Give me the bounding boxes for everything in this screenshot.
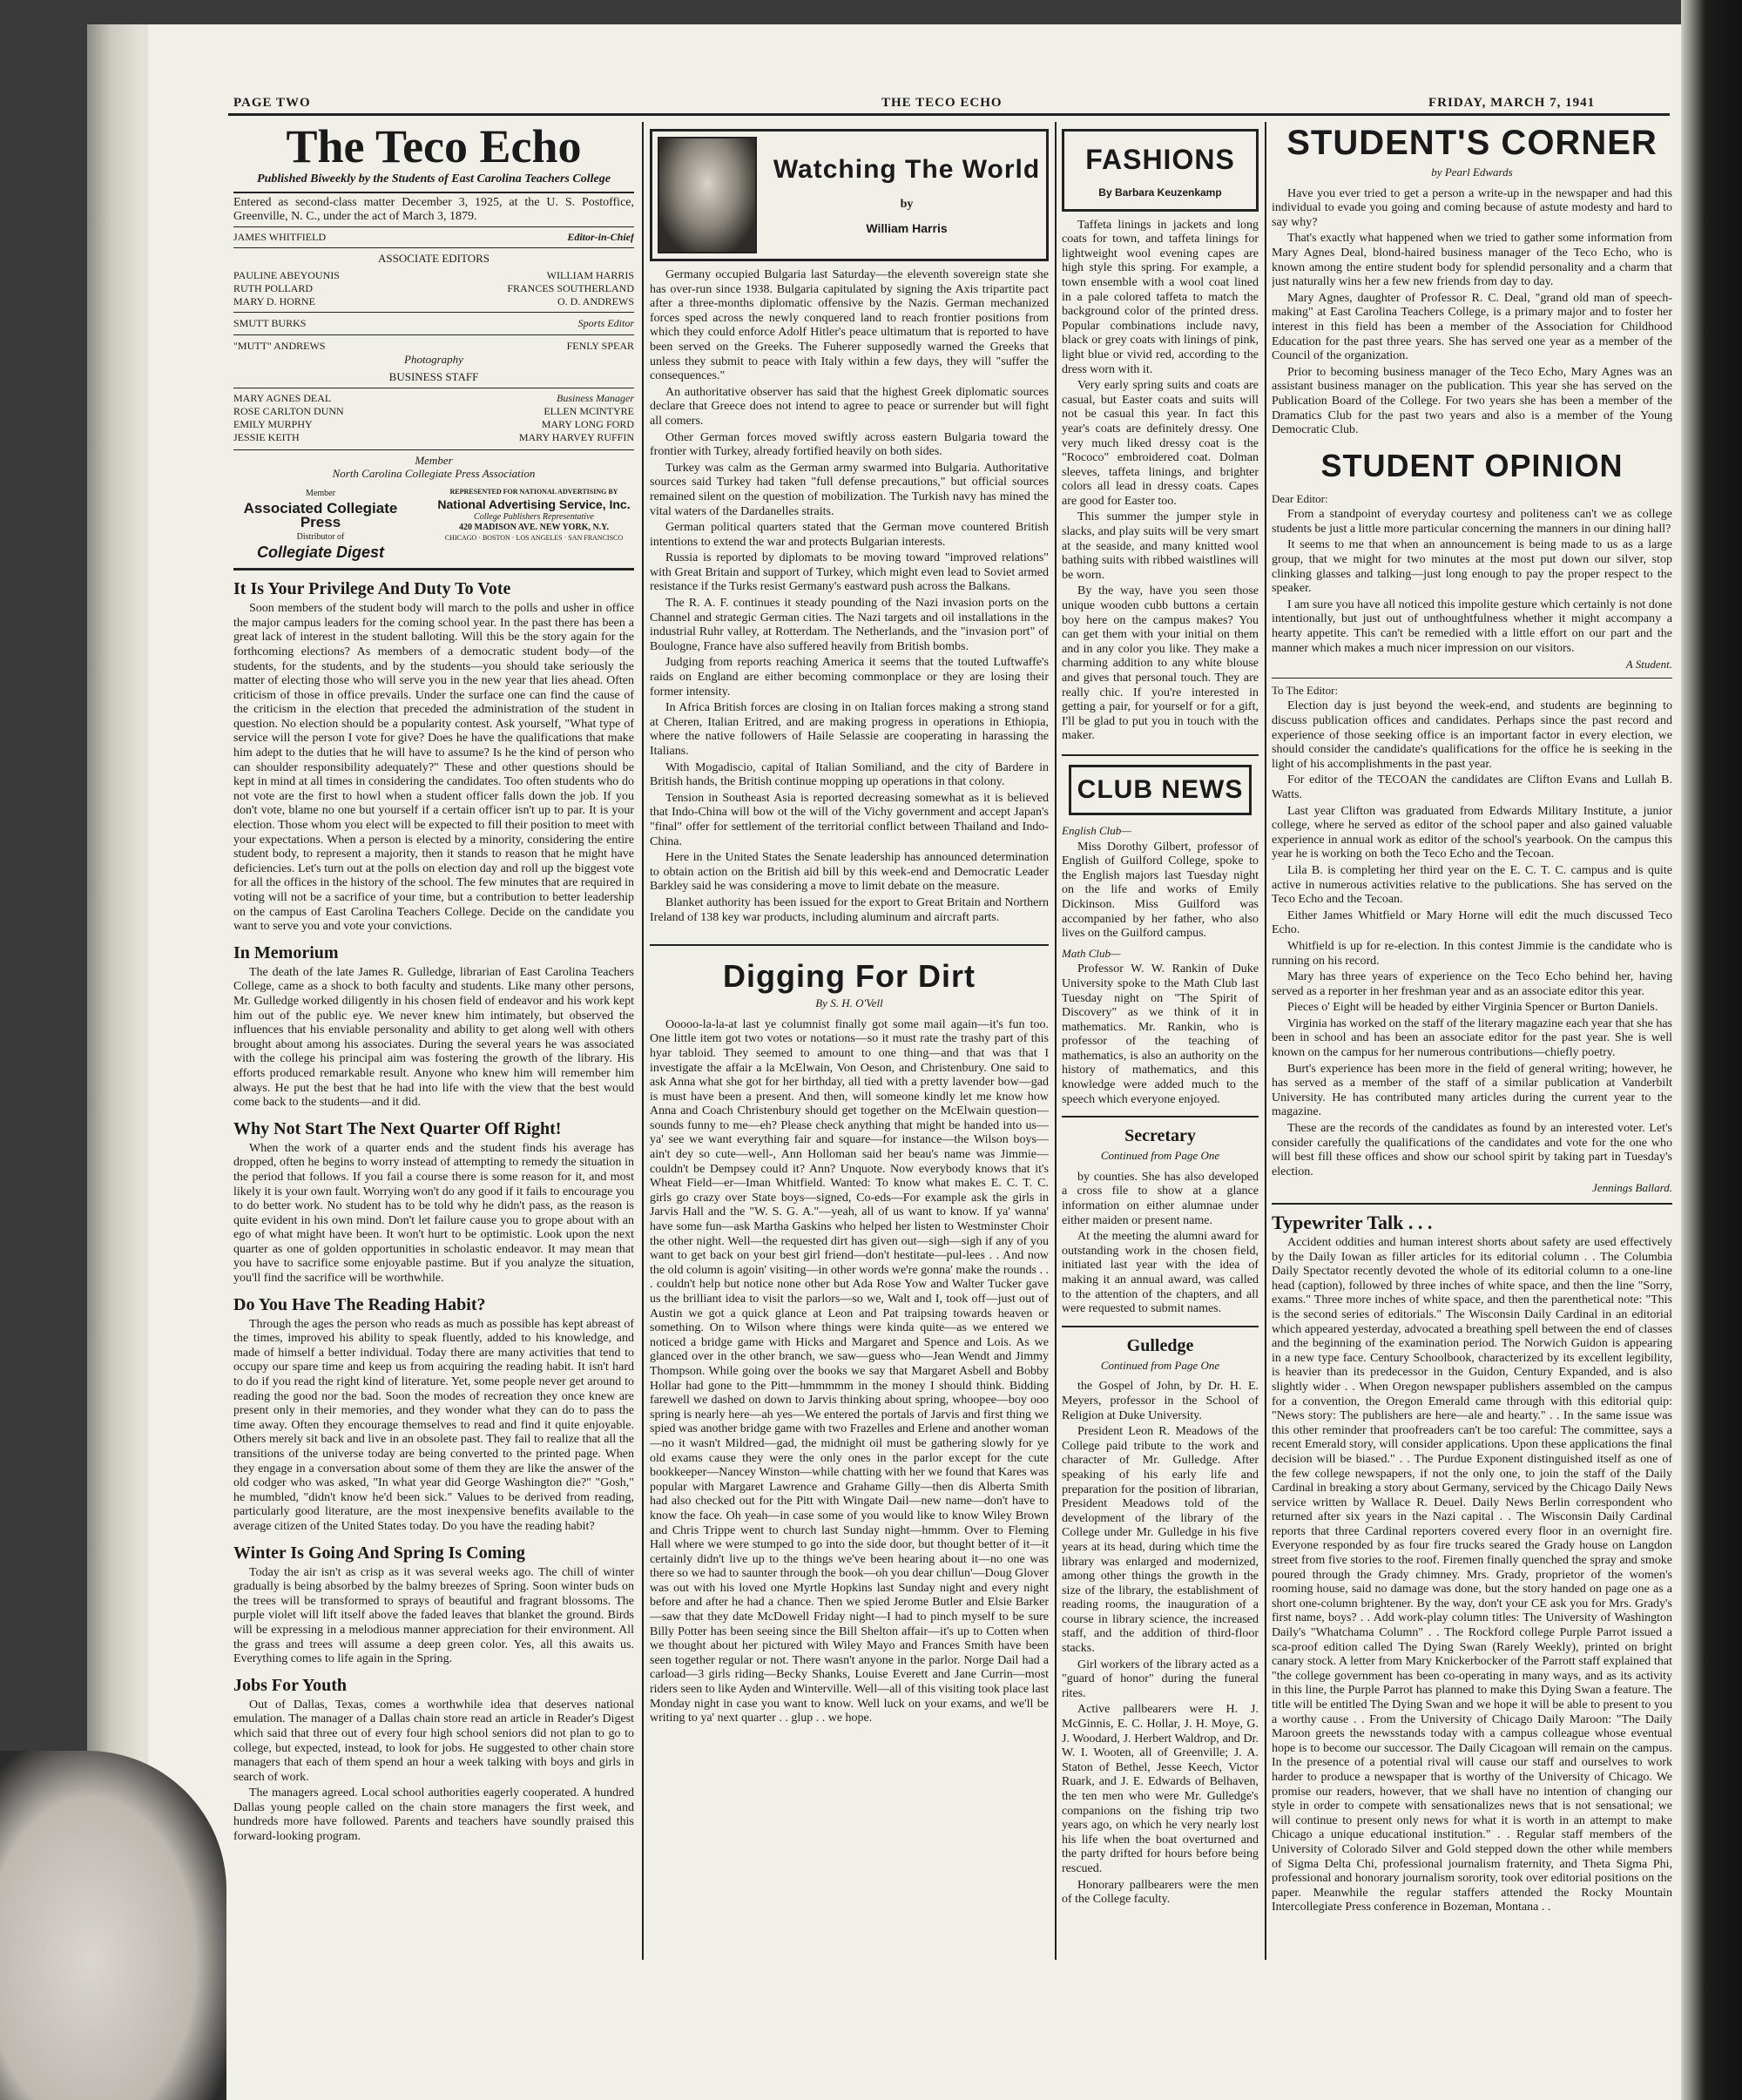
editorial-body-vote: Soon members of the student body will march to the polls and usher in office the major campus leaders for the coming school year. In the past there has been a great lack of interest in the student balloting. Will this be the story again for the forthcoming elections? As members of a democratic student body—of the students, for the students, and by the students—you should take seriously the matter of electing those who will serve you in the new year that lies ahead. Often criticism of those in office prevails. Under the surface one can find the cause of the criticism in the election that preceded the administration of the student in question. No election should be a popularity contest. Ask yourself, "What type of service will the person I vote for give? Does he have the qualifications that make him adept to the duties that he will have to assume? Is he the kind of person who can shoulder responsibility adequately?" These and other questions should be kept in mind at all times in considering the candidates. Too often students who do not vote are the first to howl when a student officer falls down the job. If you don't vote, blame no one but yourself if a certain officer isn't up to par. It is your election. Those whom you elect will be expected to fill their position to meet with your expectations. When a person is elected by a minority, considering the entire student body, to represent a majority, then it stands to reason that he might have deficiencies. Let's turn out at the polls on election day and roll up the biggest vote for all the offices in the history of the school. The few minutes that are required in voting will not be a sacrifice of your time, but a contribution to better leadership on the campus of East Carolina Teachers College. Decide on the candidate you want to serve you and vote your convictions. <box>233 602 634 934</box>
editor-name: JAMES WHITFIELD <box>233 231 327 243</box>
world-paragraph: Blanket authority has been issued for the export to Great Britain and Northern Ireland of 138 key war products, including aluminum and aircraft parts. <box>650 895 1049 924</box>
running-paper-name: THE TECO ECHO <box>881 96 1003 110</box>
collegiate-digest-logo: Collegiate Digest <box>256 543 385 561</box>
students-corner-column <box>1272 122 1672 1960</box>
typewriter-talk-body: Accident oddities and human interest shorts about safety are used effectively by the Daily Iowan as filler articles for its editorial column . . The Columbia Daily Spectator recently devoted the whole of its editorial column to a one-line head (caption), followed by three inches of white space, and then the line "Sorry, exams." Three more inches of white space, and then the parenthetical note: "This is the second series of editorials." The Wisconsin Daily Cardinal in an editorial which appeared yesterday, advocated a breathing spell between the end of classes and the beginning of the examination period. The Norwich Guidon is appearing in a new type face. Century Schoolbook, characterized by its excellent legibility, is heavier than its predecessor in the Guidon, Century Expanded, and is also slightly wider . . When Oregon newspaper publishers assembled on the campus for a convention, the Oregon Emerald came through with this editorial quip: "News story: The publishers are here—ale and hearty." . . In the same issue was this other reminder that proofreaders can't be too careful: The committee, says a recent Emerald story, will consider applications. Upon these applications the final decision will be biased." . . The Purdue Exponent distinguished itself as one of the few college newspapers, if not the only one, to join the staff of the Daily Cardinal in breaking a story about Germany, serviced by the Chicago Daily News service written by Wallace R. Deuel. Daily News Berlin correspondent who returned after six years in the Nazi capital . . The Wisconsin Daily Cardinal reports that three Cardinal reporters covered every floor in an overnight fire. Everyone responded by as four fire trucks seared the Grady house on Langdon street from five stories to the roof. Firemen finally quenched the spray and smoke poured through the Grady chimney. Mrs. Grady, proprietor of the women's rooming house, said no damage was done, but the story handed on page one as a short one-column brightener. By the way, don't your CE ask you for Mrs. Grady's first name, boys? . . Add work-play column titles: The University of Washington Daily's "Whatchama Column" . . The Rockford college Purple Parrot issued a sca-proof edition called The Dying Swan (Rarely Weekly), printed on bright canary stock. A letter from Mary Knickerbocker of the Parrott staff explained that "the college government has been co-operating in many ways, and as its activity in this line, the Purple Parrot has planned to make this Dying Swan a feature. The title will be entitled The Dying Swan and we hope it will be able to present to you a worthy cause . . From the University of Chicago Daily Maroon: "The Daily Maroon greets the newsstands today with a campus colleague whose eventual hope is to become our successor. The Daily Cicagoan will remain on the campus. In the presence of a potential rival will cause our staff and ourselves to work harder to produce a newspaper that is worthy of the University of Chicago. We promise our readers, however, that we shall have no intention of changing our style in order to compete with sensationalizes news that is not sensational; we will continue to present only news for what it is worth in an attempt to make Chicago a unique educational institution." . . Regular staff members of the University of Colorado Silver and Gold stepped down the other while members of Sigma Delta Chi, professional journalism fraternity, and Theta Sigma Phi, professional and honorary journalism sorority, took over editorial positions on the paper. Meanwhile the regular staffers attended the Rocky Mountain Intercollegiate Press conference in Bozeman, Montana . . <box>1272 1236 1672 1914</box>
sports-editor-name: SMUTT BURKS <box>233 317 307 330</box>
business-staffer: EMILY MURPHY <box>233 418 313 431</box>
entry-notice: Entered as second-class matter December 3, 1925, at the U. S. Postoffice, Greenville, N. C., under the act of March 3, 1879. <box>233 196 634 223</box>
sports-editor-role: Sports Editor <box>577 317 634 330</box>
columnist-portrait <box>658 137 757 253</box>
opinion-paragraph: I am sure you have all noticed this impolite gesture which certainly is not done intentionally, but just out of unthoughtfulness whether it might accompany a hearty appetite. This can't be remedied with a little effort on our part and the manner which makes a much nicer impression on our visitors. <box>1272 598 1672 655</box>
math-club-text: Professor W. W. Rankin of Duke University spoke to the Math Club last Tuesday night on "The Spirit of Discovery" as we think of it in mathematics. Mr. Rankin, who is professor of the teaching of mathematics, is also an authority on the history of mathematics, and this knowledge were added much to the speech which everyone enjoyed. <box>1062 962 1259 1106</box>
world-paragraph: Turkey was calm as the German army swarmed into Bulgaria. Authoritative sources said Turkey had taken "full defense precautions," but official sources remained silent on the question of mobilization. The Turkish navy has mined the vital waters of the Dardanelles straits. <box>650 461 1049 518</box>
business-staffer: ROSE CARLTON DUNN <box>233 405 344 418</box>
associate-editor: PAULINE ABEYOUNIS <box>233 269 340 282</box>
nas-rep-label: REPRESENTED FOR NATIONAL ADVERTISING BY <box>449 488 618 496</box>
world-paragraph: Germany occupied Bulgaria last Saturday—the eleventh sovereign state she has over-run since 1938. Bulgaria capitulated by signing the Axis tripartite pact after a three-months diplomatic offensive by the Nazis. German mechanized forces sped across the newly conquered land to reach frontier positions from which they could enforce Adolf Hitler's peace ultimatum that is reported to have been served on the Greeks. The Fuherer supposedly warned the Greeks that unless they submit to peace with Italy within a few days, they will "suffer the consequences." <box>650 268 1049 383</box>
fashions-title: FASHIONS <box>1085 144 1235 175</box>
editorial-headline-memorium: In Memorium <box>233 942 339 962</box>
nas-name: National Advertising Service, Inc. <box>437 497 631 512</box>
english-club-text: Miss Dorothy Gilbert, professor of English of Guilford College, spoke to the English majors last Tuesday night on the life and works of Emily Dickinson. Miss Guilford was accompanied by her father, who also lives on the Guilford campus. <box>1062 840 1259 941</box>
gulledge-continued: Continued from Page One <box>1100 1358 1220 1372</box>
letter-salutation: To The Editor: <box>1272 683 1339 697</box>
club-news-title: CLUB NEWS <box>1077 774 1244 804</box>
world-paragraph: In Africa British forces are closing in on Italian forces making a strong stand at Cheren, Italian Eritred, and are making progress in operations in Ethiopia, where the native followers of Haile Selassie are cooperating in harassing the Italians. <box>650 701 1049 758</box>
editorial-body-jobs: Out of Dallas, Texas, comes a worthwhile idea that deserves national emulation. The manager of a Dallas chain store read an article in Reader's Digest which said that three out of every four high school seniors did not plan to go to college, but expected, instead, to look for jobs. He suggested to other chain store managers that each of them spend an hour a week talking with boys and girls in search of work. <box>233 1698 634 1784</box>
editorial-body-memorium: The death of the late James R. Gulledge, librarian of East Carolina Teachers College, came as a shock to both faculty and students. Like many other persons, Mr. Gulledge worked diligently in his chosen field of endeavor and his work kept him out of the public eye. We never knew him intimately, but observed the influences that his enviable personality and ability to get along well with others brought about among his associates. During the several years he was associated with the college his principal aim was fostering the growth of the library. His efforts produced remarkable result. Anyone who knew him will remember him always. He put the best that he had into life with the view that the best would come back to the students—and it did. <box>233 965 634 1110</box>
editorial-body-quarter: When the work of a quarter ends and the student finds his average has dropped, often he begins to worry instead of attempting to remedy the situation in the period that follows. If you fail a course there is some reason for it, and most likely it is your own fault. Worrying won't do any good if it fails to encourage you to do better work. No student has to be told why he didn't pass, as the reason is quite evident in his own mind. Don't let failure cause you to grope about with an ego of what might have been. It won't hurt to be optimistic. Look upon the next quarter as one of golden opportunities in scholastic endeavor. It may mean that you have to sacrifice some enjoyable pastime. But if you analyze the situation, you'll find the sacrifice will be worthwhile. <box>233 1141 634 1286</box>
associate-editor: WILLIAM HARRIS <box>546 269 634 282</box>
masthead <box>233 120 634 571</box>
world-paragraph: An authoritative observer has said that the highest Greek diplomatic sources declare that Greece does not intend to agree to peace or surrender but will fight all comers. <box>650 385 1049 428</box>
digging-for-dirt-title: Digging For Dirt <box>723 958 976 995</box>
business-staff-list <box>233 405 634 444</box>
students-corner-byline: by Pearl Edwards <box>1431 165 1513 179</box>
gulledge-paragraph: the Gospel of John, by Dr. H. E. Meyers, professor in the School of Religion at Duke University. <box>1062 1380 1259 1422</box>
world-paragraph: Here in the United States the Senate leadership has announced determination to obtain action on the British aid bill by this week-end and Democratic Leader Barkley said he was considering a move to limit debate on the measure. <box>650 851 1049 894</box>
corner-paragraph: Have you ever tried to get a person a write-up in the newspaper and had this individual to evade you going and coming because of astute modesty and hard to say why? <box>1272 186 1672 229</box>
opinion-paragraph: Lila B. is completing her third year on the E. C. T. C. campus and is quite active in numerous activities relative to the publications. She has served on the Teco Echo and the Tecoan. <box>1272 863 1672 907</box>
press-association: North Carolina Collegiate Press Association <box>332 467 536 481</box>
secretary-headline: Secretary <box>1124 1126 1196 1146</box>
associate-editors-heading: ASSOCIATE EDITORS <box>378 251 490 265</box>
fashions-paragraph: Very early spring suits and coats are casual, but Easter coats and suits will not be casual this year. In fact this year's coats are definitely dressy. One very much liked dressy coat is the "Rococo" embroidered coat. Dolman sleeves, taffeta linings, and brighter colors all lead in dressy coats. Capes are good for Easter too. <box>1062 379 1259 508</box>
photographer-name: "MUTT" ANDREWS <box>233 339 326 352</box>
typewriter-talk-title: Typewriter Talk . . . <box>1272 1212 1433 1233</box>
issue-date: FRIDAY, MARCH 7, 1941 <box>1428 96 1596 110</box>
world-paragraph: Tension in Southeast Asia is reported decreasing somewhat as it is believed that Indo-China will bow ot the will of the Vichy government and accept Japan's "final" offer for settlement of the territorial conflict between Thailand and Indo-China. <box>650 791 1049 848</box>
world-news-column <box>650 129 1049 1958</box>
gulledge-headline: Gulledge <box>1126 1335 1194 1355</box>
digging-body: Ooooo-la-la-at last ye columnist finally got some mail again—it's fun too. One little item got two votes or notations—so it must rate the trashy part of this hyar tabloid. They seemed to amount to one thing—and that was that I investigate the affair a la McElwain, Von Oeson, and Christenbury. One said to ask Anna what she got for her birthday, all tied with a pretty lavender bow—gad is must have been a present. And then, will someone kindly let me know how Anna and Coach Christenbury should get together on the McElwain question—sounds funny to me—eh? Please check anything that might be handed into us—ya' see we want everything fair and square—for instance—the Wilson boys—ain't dey so cute—well-, Ann Holloman said her beau's name was Jimmie—couldn't be Dempsey could it? Ann? Unquote. Now everybody knows that it's Wheat Field—er—Iman Whitfield. Wanted: To know what makes E. C. T. C. girls go crazy over State boys—signed, Co-eds—For example ask the girls in Jarvis Hall and the "W. S. G. A."—yeah, all of us want to know. If ya' wanna' have some fun—ask Martha Gaskins who helped her listen to Westminster Choir the other night. Well—the requested dirt has given out—sigh—sigh if any of you want to get back on your best girl friend—don't hestitate—pul-lees . . And now the old column is agoin' visiting—in other words we're gonna' make the rounds . . . couldn't help but notice none other but Ada Rose Yow and Walter Tucker gave us the brilliant idea to visit the parlors—so we, Walt and I, took off—just out of Austin we got a quick glance at Leon and Pat traipsing towards heaven or something. On to Wilson where things were kinda quite—as we entered we noticed a bridge game with Hicks and Margaret and Spence and Lois. As we glanced over in the other branch, we saw—guess who—Jean Wendt and Jimmy Thompson. While going over the books we say that Margaret Asbell and Bobby Hollar had gone to the Pitt—hmmmmm in the money I should think. Bidding farewell we dashed on down to Jarvis thinking about spring, whoopee—boy ooo spring is nearly here—ah yes—We entered the portals of Jarvis and first thing we spied was another bridge game with two Frazelles and Erlene and another woman—no it wasn't Mildred—gad, the midnight oil must be gathering slowly for ye old exams cause they were the only ones in the parlor except for the cute bookkeeper—Nancey Winston—while chatting with her we found that Kares was popular with Margaret Lawrence and Grahame Gilly—then dis Alberta Smith had also checked out for the Pitt with Wingate Dail—new name—don't have to know the face. Oh yeah—in case some of you would like to know Wiley Brown and Chris Trippe went to church last Sunday night—hmmm. Over to Fleming Hall where we were stumped to go into the side door, but thought better of it—it certainly didn't live up to the things we've been hearing about it—no one was there so we had to saunter through the book—oh you dear chillun'—Doug Glover was out with his loved one Myrtle Hopkins last Sunday night and every night before and after he had a chance. Then we spied Jerome Butler and Elsie Barker—saw that they date McDowell Friday night—I had to pinch myself to be sure Billy Potter has been seeing since the Bill Shelton affair—it's up to Cotten when we thought about her pictured with Wiley Mayo and Frances Smith have been seen together regular or not. There wasn't anyone in the parlor. Norge Dail had a carload—3 girls riding—Becky Shanks, Louise Everett and Jane Currin—most riders seen to like Ayden and Winterville. Well—all of this visiting took place last Monday night in case you want to know. Well luck on your exams, and we'll be writing to ya' next quarter . . glup . . we hope. <box>650 1017 1049 1725</box>
watching-the-world-title: Watching The World <box>773 155 1041 185</box>
opinion-paragraph: These are the records of the candidates as found by an interested voter. Let's consider carefully the qualifications of the candidates and vote for the one who will best fill these offices and show our school spirit by taking part in Tuesday's election. <box>1272 1122 1672 1178</box>
nas-block <box>434 487 634 544</box>
page-label: PAGE TWO <box>233 96 311 110</box>
scanner-hand-thumb <box>0 1751 226 2100</box>
fashions-header <box>1062 129 1259 212</box>
photography-role: Photography <box>404 353 463 367</box>
fashions-paragraph: By the way, have you seen those unique wooden cubb buttons a certain boy here on the campus makes? You can get them with your initial on them and in any color you like. They make a charming addition to any white blouse and gives that personal touch. They are really chic. If you're interested in getting a pair, for yourself or for a gift, I'll be glad to put you in touch with the maker. <box>1062 584 1259 743</box>
opinion-paragraph: It seems to me that when an announcement is being made to us as a large group, that we might for two minutes at the most put down our silver, stop clinking glasses and talking—just long enough to pay the proper respect to the speaker. <box>1272 538 1672 596</box>
world-paragraph: German political quarters stated that the German move countered British intentions to extend the war and protects Bulgarian interests. <box>650 521 1049 549</box>
editorial-body-spring: Today the air isn't as crisp as it was several weeks ago. The chill of winter gradually is being absorbed by the balmy breezes of Spring. Soon winter buds on the trees will be transformed to sprays of beautiful and fragrant blossoms. The purple violet will lift itself above the faded leaves that blanket the ground. Birds will be expressing in a melodious manner appreciation for their environment. All the grass and trees will assume a deep green color. Yes, all this awaits us. Everything comes to life again in the Spring. <box>233 1565 634 1666</box>
editor-in-chief-line <box>233 230 634 245</box>
acp-member-label: Member <box>306 489 335 499</box>
business-manager-line <box>233 391 634 406</box>
opinion-paragraph: For editor of the TECOAN the candidates are Clifton Evans and Lullah B. Watts. <box>1272 773 1672 801</box>
corner-paragraph: Mary Agnes, daughter of Professor R. C. Deal, "grand old man of speech-making" at East Carolina Teachers College, is a primary major and to foster her interest in this field has been a member of the Association for Childhood Education for the past three years. She has served one year as a member of the Council of the organization. <box>1272 291 1672 363</box>
member-label: Member <box>415 454 453 468</box>
associate-editor: MARY D. HORNE <box>233 295 315 308</box>
club-news-header <box>1069 765 1252 815</box>
photography-line <box>233 339 634 354</box>
masthead-subtitle: Published Biweekly by the Students of East Carolina Teachers College <box>257 172 611 186</box>
press-logos <box>233 487 634 559</box>
business-staffer: ELLEN MCINTYRE <box>544 405 634 418</box>
fashions-byline: By Barbara Keuzenkamp <box>1098 186 1222 199</box>
letter-salutation: Dear Editor: <box>1272 491 1328 505</box>
column-rule-2 <box>1055 122 1057 1960</box>
business-staff-heading: BUSINESS STAFF <box>388 369 479 383</box>
page-right-edge-shadow <box>1681 0 1742 2100</box>
watching-the-world-header <box>650 129 1049 261</box>
students-corner-title: STUDENT'S CORNER <box>1286 124 1658 162</box>
opinion-paragraph: From a standpoint of everyday courtesy and politeness can't we as college students be just a little more particular concerning the manners in our dining hall? <box>1272 508 1672 536</box>
gulledge-paragraph: President Leon R. Meadows of the College paid tribute to the work and character of Mr. Gulledge. After speaking of his early life and preparation for the position of librarian, President Meadows told of the development of the library of the College under Mr. Gulledge in his five years at its head, during which time the library was enlarged and modernized, among other things the growth in the size of the library, the establishment of reading rooms, the inauguration of a course in library science, the increased staff, and the addition of third-floor stacks. <box>1062 1425 1259 1656</box>
math-club-heading: Math Club— <box>1062 946 1121 960</box>
byline-by: by <box>900 198 914 212</box>
english-club-heading: English Club— <box>1062 823 1131 837</box>
editorial-body-reading: Through the ages the person who reads as much as possible has kept abreast of the times, improved his ability to speak fluently, added to his knowledge, and made of himself a better individual. Today there are many activities that tend to occupy our spare time and keep us from acquiring the reading habit. It isn't hard to do if you read the right kind of literature. Yet, some people never get around to reading the good nor the bad. Soon the modes of recreation they once knew are present only in their memories, and they wonder what they can do to pass the time away. Often they encourage themselves to read and find it quite enjoyable. Others merely sit back and live in an obsolete past. They fail to realize that all the transitions of the universe today are being converted to the printed page. When they engage in a conversation about some of them they are like the answer of the old codger who was asked, "In what year did George Washington die?" "Gosh," he mumbled, "didn't know he'd been sick." Values to be derived from reading, particularly good literature, are the most inexpensive benefits available to the average citizen of the United States today. Do you have the reading habit? <box>233 1317 634 1533</box>
world-paragraph: Judging from reports reaching America it seems that the touted Luftwaffe's raids on England are either becoming commonplace or they are losing their former intensity. <box>650 656 1049 699</box>
editorial-headline-spring: Winter Is Going And Spring Is Coming <box>233 1543 525 1563</box>
opinion-paragraph: Burt's experience has been more in the field of general writing; however, he has served as a member of the staff of a similar publication at Vanderbilt University. He has contributed many articles during the current year to the magazine. <box>1272 1062 1672 1119</box>
editorial-headline-quarter: Why Not Start The Next Quarter Off Right! <box>233 1118 562 1138</box>
photographer-name: FENLY SPEAR <box>566 339 634 352</box>
opinion-paragraph: Election day is just beyond the week-end, and students are beginning to discuss publication offices and candidates. Perhaps since the past record and experience of those seeking office is an important factor in every election, we should consider the candidate's qualifications for the office he is seeking in the light of his accomplishments in the past year. <box>1272 699 1672 771</box>
letter-signature: A Student. <box>1625 658 1672 672</box>
opinion-paragraph: Pieces o' Eight will be headed by either Virginia Spencer or Burton Daniels. <box>1287 1001 1658 1015</box>
letter-signature: Jennings Ballard. <box>1592 1181 1672 1195</box>
associate-editor: O. D. ANDREWS <box>557 295 634 308</box>
editorial-headline-jobs: Jobs For Youth <box>233 1675 348 1695</box>
world-paragraph: Other German forces moved swiftly across eastern Bulgaria toward the frontier with Turkey, already fortified heavily on both sides. <box>650 430 1049 459</box>
fashions-paragraph: Taffeta linings in jackets and long coats for town, and taffeta linings for lightweight wool evening capes are high style this spring. For example, a town ensemble with a wool coat lined in a pale colored taffeta to match the background color of the printed dress. Popular combinations include navy, black or grey coats with linings of pink, light blue or vivid red, according to the dress worn with it. <box>1062 218 1259 376</box>
associate-editor: RUTH POLLARD <box>233 282 314 295</box>
secretary-continued: Continued from Page One <box>1100 1149 1220 1163</box>
associate-editors-list <box>233 269 634 308</box>
corner-paragraph: That's exactly what happened when we tried to gather some information from Mary Agnes Deal, blond-haired business manager of the Teco Echo, who is known among the entire student body for splendid personality and a charm that just naturally wins her a few new friends from day to day. <box>1272 232 1672 289</box>
nas-address: 420 MADISON AVE. NEW YORK, N.Y. <box>459 523 609 533</box>
column-rule-3 <box>1265 122 1266 1960</box>
secretary-paragraph: At the meeting the alumni award for outstanding work in the chosen field, initiated last year with the idea of making it an annual award, was called to the attention of the chapters, and all were requested to submit names. <box>1062 1230 1259 1316</box>
opinion-paragraph: Either James Whitfield or Mary Horne will edit the much discussed Teco Echo. <box>1272 908 1672 937</box>
editor-role: Editor-in-Chief <box>567 231 634 243</box>
student-opinion-title: STUDENT OPINION <box>1320 447 1624 483</box>
business-manager-role: Business Manager <box>557 391 634 404</box>
opinion-paragraph: Last year Clifton was graduated from Edwards Military Institute, a junior college, where he served as editor of the school paper and also gained valuable experience in annual work as editor of the school's yearbook. On the campus this year he is working on both the Teco Echo and the Tecoan. <box>1272 804 1672 861</box>
nas-cities: CHICAGO · BOSTON · LOS ANGELES · SAN FRANCISCO <box>444 534 624 543</box>
business-staffer: JESSIE KEITH <box>233 431 300 444</box>
editorial-headline-vote: It Is Your Privilege And Duty To Vote <box>233 579 511 599</box>
gulledge-paragraph: Honorary pallbearers were the men of the College faculty. <box>1062 1878 1259 1907</box>
gulledge-paragraph: Active pallbearers were H. J. McGinnis, E. C. Hollar, J. H. Moye, G. J. Woodard, J. Herbert Waldrop, and Dr. W. I. Wooten, all of Greenville; J. A. Staton of Bethel, Jesse Keech, Victor Ruark, and J. E. Edwards of Belhaven, the ten men who were Mr. Gulledge's companions on the fishing trip two years ago, on which he very nearly lost his life when the boat overturned and the party drifted for hours before being rescued. <box>1062 1703 1259 1875</box>
acp-logo-block <box>233 487 408 559</box>
world-paragraph: The R. A. F. continues it steady pounding of the Nazi invasion ports on the Channel and strategic German cities. The Nazi targets and oil installations in the industrial Ruhr valley, at Rotterdam. The Netherlands, and the "invasion port" of Boulogne, France have also suffered heavily from British bombs. <box>650 597 1049 653</box>
editorial-body-jobs-2: The managers agreed. Local school authorities eagerly cooperated. A hundred Dallas young people called on the chain store managers the first week, and hundreds more have followed. Parents and teachers have soundly praised this forward-looking program. <box>233 1786 634 1844</box>
business-manager-name: MARY AGNES DEAL <box>233 391 332 404</box>
fashions-club-column <box>1062 129 1259 1958</box>
opinion-paragraph: Virginia has worked on the staff of the literary magazine each year that she has been in school and has been an associate editor for the past year. She is well known on the campus for her numerous contributions—chiefly poetry. <box>1272 1016 1672 1060</box>
column-rule-1 <box>642 122 644 1960</box>
fashions-paragraph: This summer the jumper style in slacks, and play suits will be very smart at the seaside, and many knitted wool bathing suits with ribbed waistlines will be worn. <box>1062 510 1259 582</box>
world-paragraph: With Mogadiscio, capital of Italian Somiliand, and the city of Bardere in British hands, the British continue mopping up operations in that colony. <box>650 760 1049 789</box>
editorial-headline-reading: Do You Have The Reading Habit? <box>233 1294 486 1314</box>
distributor-label: Distributor of <box>296 531 345 542</box>
press-membership <box>233 454 634 480</box>
corner-paragraph: Prior to becoming business manager of the Teco Echo, Mary Agnes was an assistant business manager on the publication. This year she has served on the Publication Board of the College. For two years she has been a member of the Dramatics Club for the past two years and also is a member of the Young Democratic Club. <box>1272 365 1672 437</box>
editorial-column <box>233 120 634 1958</box>
sports-editor-line <box>233 316 634 331</box>
header-rule <box>228 113 1670 116</box>
associated-collegiate-press-logo: Associated Collegiate Press <box>243 499 398 531</box>
opinion-paragraph: Mary has three years of experience on the Teco Echo behind her, having served as a reporter in her freshman year and as an associate editor this year. <box>1272 970 1672 998</box>
masthead-title: The Teco Echo <box>286 120 582 172</box>
opinion-paragraph: Whitfield is up for re-election. In this contest Jimmie is the candidate who is running on his record. <box>1272 939 1672 968</box>
gulledge-paragraph: Girl workers of the library acted as a "guard of honor" during the funeral rites. <box>1062 1658 1259 1700</box>
secretary-paragraph: by counties. She has also developed a cross file to show at a glance information on either alumnae under either maiden or present name. <box>1062 1170 1259 1227</box>
world-news-body <box>650 268 1049 925</box>
columnist-name: William Harris <box>866 221 948 235</box>
associate-editor: FRANCES SOUTHERLAND <box>507 282 634 295</box>
nas-subtitle: College Publishers Representative <box>474 512 594 523</box>
business-staffer: MARY LONG FORD <box>541 418 634 431</box>
business-staffer: MARY HARVEY RUFFIN <box>518 431 634 444</box>
world-paragraph: Russia is reported by diplomats to be moving toward "improved relations" with Great Britain and support of Turkey, which might even lead to Soviet armed resistance if the Turks resist Germany's eastward push across the Balkans. <box>650 551 1049 594</box>
digging-byline: By S. H. O'Vell <box>815 996 883 1010</box>
